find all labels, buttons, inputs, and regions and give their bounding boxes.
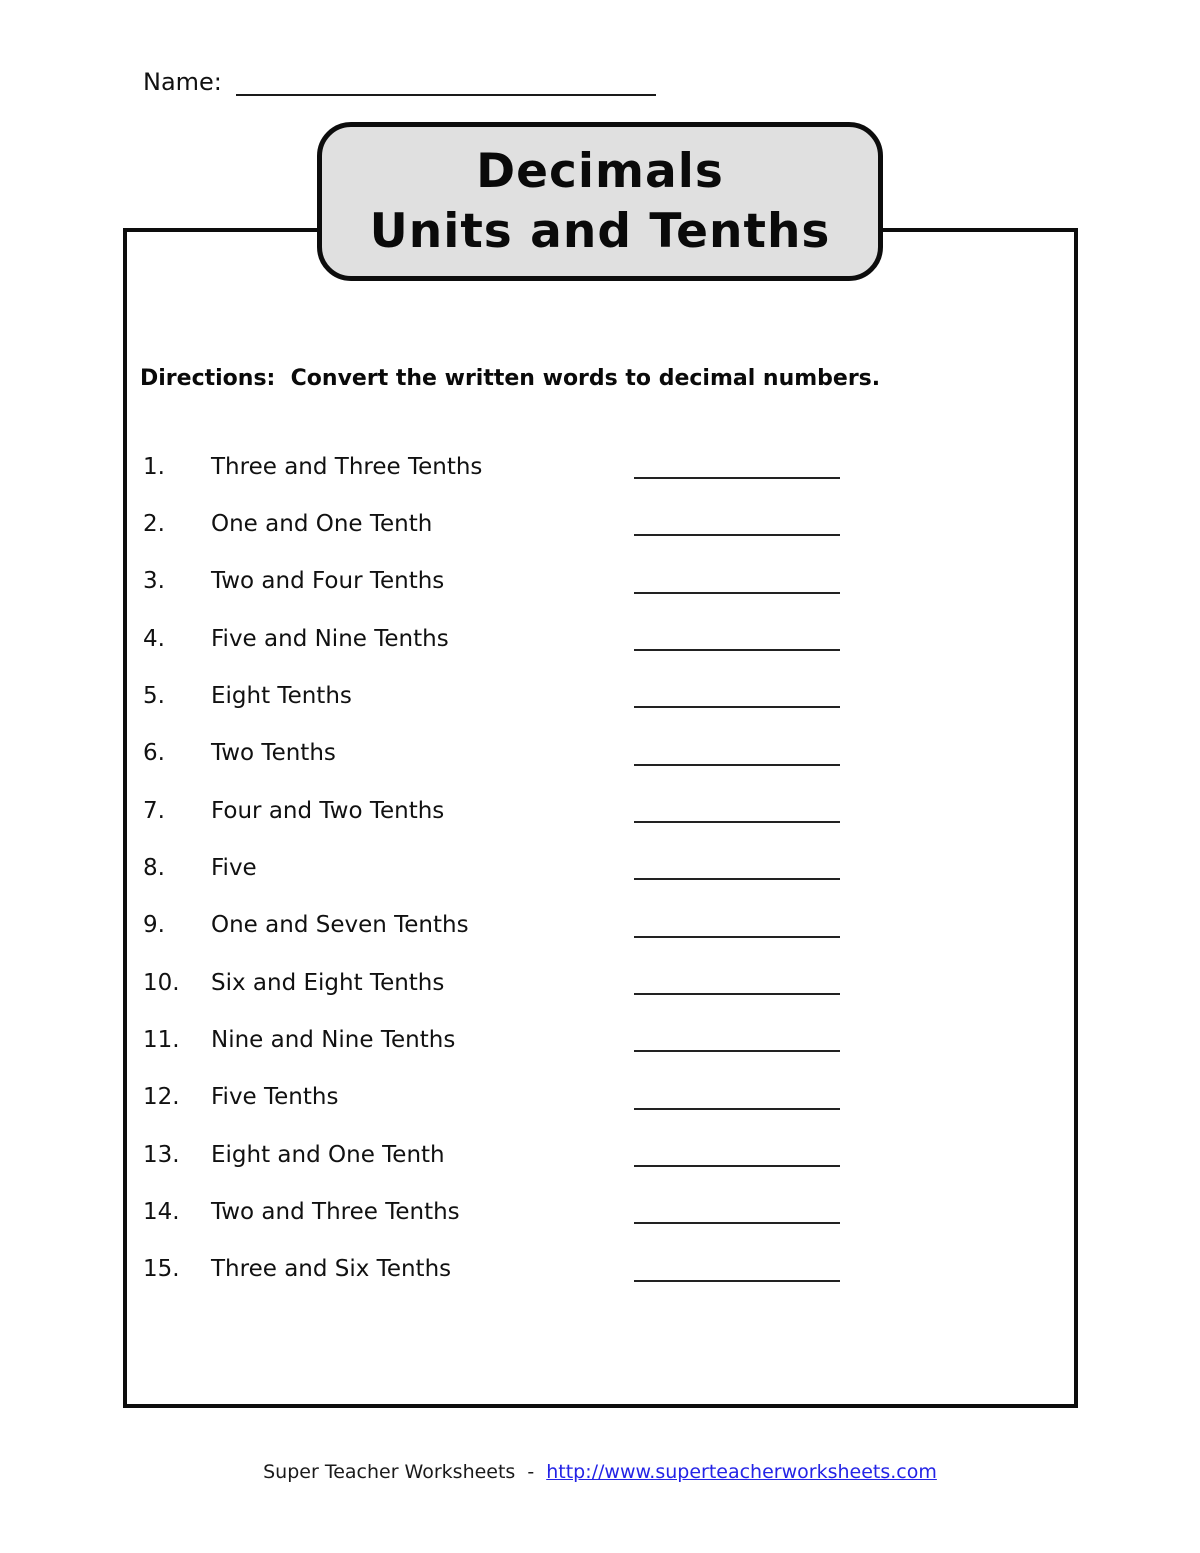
problem-list (143, 438, 883, 1298)
answer-blank-line (634, 1050, 840, 1052)
worksheet-title: Decimals (476, 143, 724, 199)
problem-row (143, 897, 883, 954)
problem-text: Nine and Nine Tenths (211, 1027, 456, 1054)
directions-text: Directions: Convert the written words to decimal numbers. (140, 366, 881, 391)
answer-blank-line (634, 1280, 840, 1282)
problem-row (143, 725, 883, 782)
worksheet-subtitle: Units and Tenths (369, 203, 831, 259)
footer-link[interactable]: http://www.superteacherworksheets.com (546, 1461, 937, 1483)
problem-number: 7. (143, 797, 165, 824)
answer-blank-line (634, 649, 840, 651)
problem-number: 3. (143, 568, 165, 595)
name-label: Name: (143, 68, 222, 96)
footer-site-name: Super Teacher Worksheets (263, 1461, 516, 1483)
answer-blank-line (634, 534, 840, 536)
problem-number: 8. (143, 855, 165, 882)
problem-text: Two and Three Tenths (211, 1199, 460, 1226)
problem-text: Three and Six Tenths (211, 1256, 452, 1283)
problem-text: Two Tenths (211, 740, 336, 767)
problem-row (143, 1126, 883, 1183)
problem-row (143, 495, 883, 552)
problem-row (143, 553, 883, 610)
footer (0, 1461, 1200, 1483)
problem-row (143, 954, 883, 1011)
problem-number: 4. (143, 625, 165, 652)
problem-text: Eight and One Tenth (211, 1141, 445, 1168)
answer-blank-line (634, 764, 840, 766)
problem-row (143, 1241, 883, 1298)
problem-number: 13. (143, 1141, 180, 1168)
title-box (317, 122, 883, 281)
problem-text: One and One Tenth (211, 511, 433, 538)
problem-row (143, 610, 883, 667)
problem-row (143, 1011, 883, 1068)
problem-text: Five and Nine Tenths (211, 625, 449, 652)
name-blank-line (236, 68, 656, 96)
problem-text: Four and Two Tenths (211, 797, 445, 824)
answer-blank-line (634, 592, 840, 594)
problem-number: 9. (143, 912, 165, 939)
answer-blank-line (634, 1108, 840, 1110)
problem-row (143, 667, 883, 724)
name-row (143, 68, 656, 96)
answer-blank-line (634, 936, 840, 938)
problem-number: 6. (143, 740, 165, 767)
problem-text: Five Tenths (211, 1084, 339, 1111)
problem-text: Five (211, 855, 257, 882)
problem-text: One and Seven Tenths (211, 912, 469, 939)
problem-row (143, 1183, 883, 1240)
problem-text: Two and Four Tenths (211, 568, 445, 595)
problem-number: 14. (143, 1199, 180, 1226)
problem-row (143, 438, 883, 495)
problem-number: 11. (143, 1027, 180, 1054)
problem-number: 12. (143, 1084, 180, 1111)
problem-row (143, 839, 883, 896)
problem-number: 1. (143, 453, 165, 480)
problem-number: 2. (143, 511, 165, 538)
answer-blank-line (634, 993, 840, 995)
problem-number: 15. (143, 1256, 180, 1283)
answer-blank-line (634, 477, 840, 479)
answer-blank-line (634, 878, 840, 880)
problem-text: Six and Eight Tenths (211, 969, 445, 996)
problem-text: Three and Three Tenths (211, 453, 483, 480)
answer-blank-line (634, 706, 840, 708)
answer-blank-line (634, 1165, 840, 1167)
problem-row (143, 782, 883, 839)
answer-blank-line (634, 821, 840, 823)
footer-separator: - (527, 1461, 535, 1483)
problem-number: 5. (143, 683, 165, 710)
problem-text: Eight Tenths (211, 683, 352, 710)
answer-blank-line (634, 1222, 840, 1224)
problem-number: 10. (143, 969, 180, 996)
problem-row (143, 1069, 883, 1126)
